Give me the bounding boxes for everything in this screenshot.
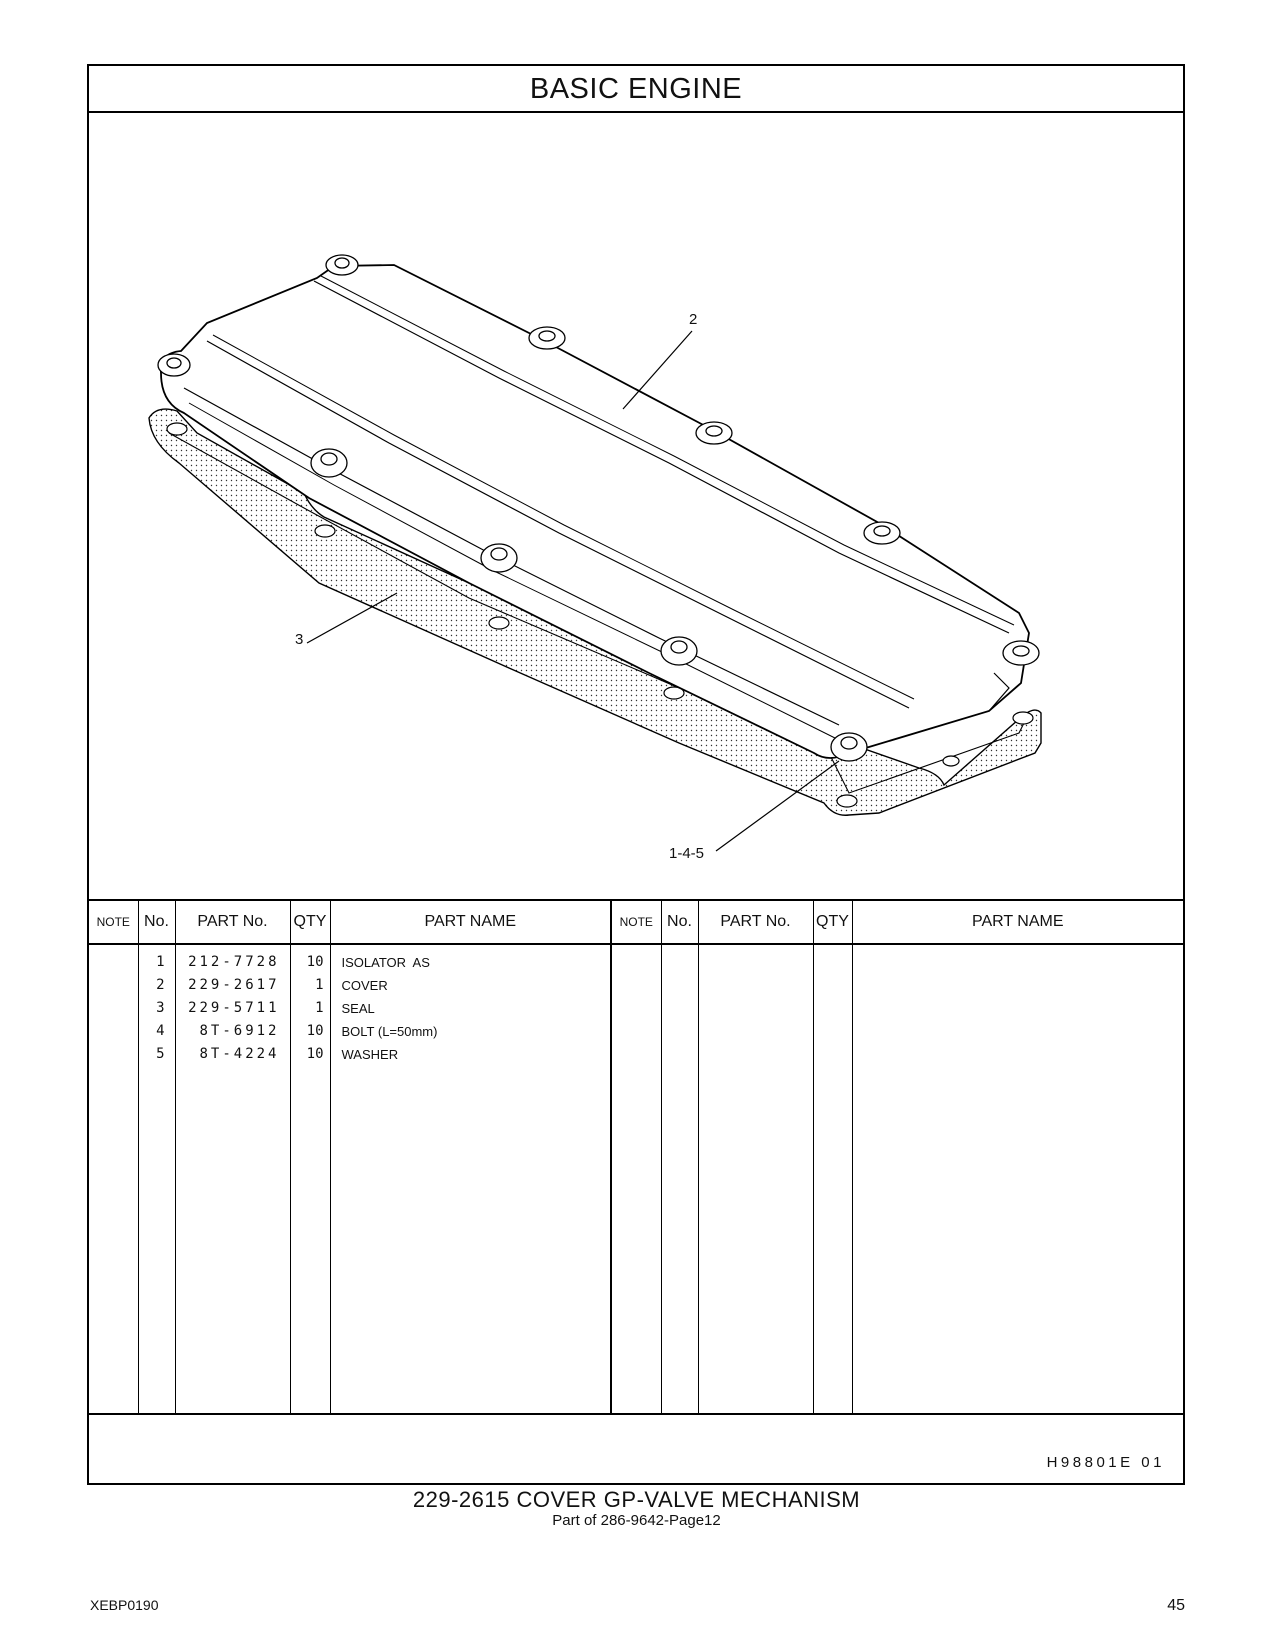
- part-number-column-right: [698, 944, 813, 1414]
- part-number: 8T-4224: [199, 1046, 280, 1062]
- exploded-parts-drawing: [89, 113, 1183, 901]
- callout-3: 3: [295, 631, 304, 648]
- part-name: BOLT (L=50mm): [341, 1024, 438, 1039]
- quantity: 1: [315, 1000, 324, 1016]
- callout-1-4-5: 1-4-5: [669, 845, 705, 862]
- part-name: SEAL: [341, 1001, 375, 1016]
- col-header-part-no-right: PART No.: [698, 900, 813, 944]
- quantity-column: [290, 944, 330, 1414]
- col-header-part-no: PART No.: [175, 900, 290, 944]
- quantity: 10: [306, 1023, 324, 1039]
- item-number-column-right: [661, 944, 698, 1414]
- col-header-part-name: PART NAME: [330, 900, 611, 944]
- illustration-reference-code: H98801E 01: [1046, 1454, 1165, 1471]
- table-row: [89, 944, 1183, 1414]
- part-number: 229-5711: [188, 1000, 280, 1016]
- col-header-no-right: No.: [661, 900, 698, 944]
- part-number: 229-2617: [188, 977, 280, 993]
- item-number: 4: [156, 1023, 165, 1039]
- quantity-column-right: [813, 944, 852, 1414]
- group-subtitle: Part of 286-9642-Page12: [552, 1512, 721, 1529]
- part-name-column-right: [852, 944, 1183, 1414]
- item-number: 5: [156, 1046, 165, 1062]
- part-name: WASHER: [341, 1047, 399, 1062]
- item-number: 2: [156, 977, 165, 993]
- group-title: 229-2615 COVER GP-VALVE MECHANISM: [412, 1487, 861, 1512]
- part-name-column: [330, 944, 611, 1414]
- item-number: 3: [156, 1000, 165, 1016]
- parts-page-frame: [87, 64, 1185, 1485]
- quantity: 10: [306, 1046, 324, 1062]
- col-header-note-right: NOTE: [611, 900, 661, 944]
- part-number: 212-7728: [188, 954, 280, 970]
- col-header-no: No.: [138, 900, 175, 944]
- page-number: 45: [1167, 1597, 1185, 1614]
- note-cell: [89, 944, 138, 1414]
- quantity: 10: [306, 954, 324, 970]
- col-header-qty: QTY: [290, 900, 330, 944]
- callout-2: 2: [689, 311, 698, 328]
- part-name: ISOLATOR AS: [341, 955, 430, 970]
- note-cell-right: [611, 944, 661, 1414]
- item-number: 1: [156, 954, 165, 970]
- col-header-qty-right: QTY: [813, 900, 852, 944]
- part-number-column: [175, 944, 290, 1414]
- parts-list-table: [89, 899, 1183, 1415]
- document-code: XEBP0190: [90, 1597, 159, 1613]
- quantity: 1: [315, 977, 324, 993]
- page-title: BASIC ENGINE: [89, 66, 1183, 113]
- item-number-column: [138, 944, 175, 1414]
- part-number: 8T-6912: [199, 1023, 280, 1039]
- col-header-note: NOTE: [89, 900, 138, 944]
- col-header-part-name-right: PART NAME: [852, 900, 1183, 944]
- part-name: COVER: [341, 978, 388, 993]
